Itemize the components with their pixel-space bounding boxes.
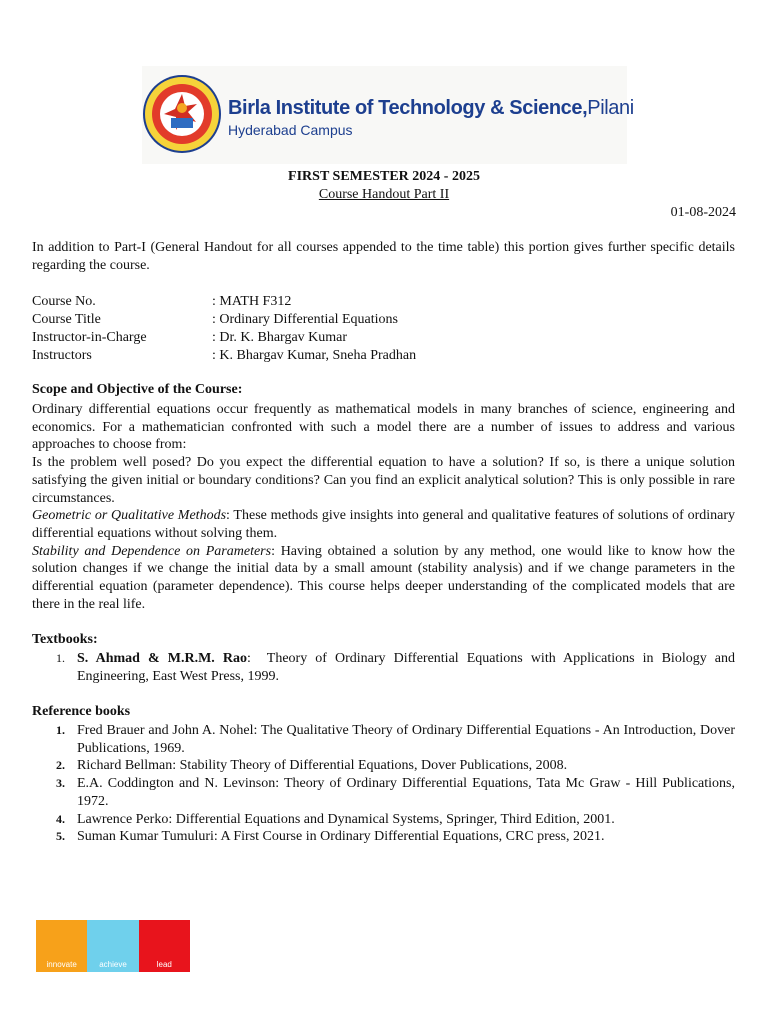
scope-section: [32, 401, 735, 613]
list-item: [32, 775, 735, 810]
item-number: 1.: [56, 723, 65, 737]
textbooks-list: [32, 650, 739, 685]
course-key: Course Title: [32, 312, 101, 327]
footer-badge: [36, 920, 190, 972]
scope-heading: Scope and Objective of the Course:: [32, 382, 243, 397]
item-text: Fred Brauer and John A. Nohel: The Qualitative Theory of Ordinary Differential Equations - An Introduction, Dover Publications, 1969.: [77, 723, 735, 756]
scope-term: Stability and Dependence on Parameters: [32, 543, 272, 559]
scope-paragraph: Stability and Dependence on Parameters: Having obtained a solution by any method, one would like to know how the solution changes if we change the initial data by a small amount (stability analysis) and if we change parameters in the differential equation (parameter dependence). This course helps deeper understanding of the complicated models that are there in the real life.: [32, 543, 735, 612]
course-row: [32, 293, 416, 311]
course-value: : K. Bhargav Kumar, Sneha Pradhan: [212, 348, 417, 363]
course-value: : Dr. K. Bhargav Kumar: [212, 330, 348, 345]
course-row: [32, 311, 416, 329]
course-row: [32, 347, 416, 365]
campus-name: Hyderabad Campus: [228, 122, 353, 138]
item-number: 1.: [56, 651, 65, 665]
course-value: : MATH F312: [212, 294, 292, 309]
bits-seal-icon: [142, 74, 222, 154]
list-item: [32, 828, 735, 846]
course-key: Instructor-in-Charge: [32, 330, 147, 345]
intro-paragraph: In addition to Part-I (General Handout for all courses appended to the time table) this portion gives further specific details regarding the course.: [32, 240, 735, 273]
item-number: 3.: [56, 776, 65, 791]
item-text: Suman Kumar Tumuluri: A First Course in Ordinary Differential Equations, CRC press, 2021.: [77, 829, 605, 845]
scope-paragraph: Geometric or Qualitative Methods: These methods give insights into general and qualitative features of solutions of ordinary differential equations without solving them.: [32, 508, 735, 541]
course-details: [32, 293, 416, 365]
institute-logo: [142, 66, 634, 164]
list-item: [32, 722, 735, 757]
badge-segment-innovate: innovate: [36, 920, 87, 972]
list-item: [32, 811, 735, 829]
item-text: S. Ahmad & M.R.M. Rao: Theory of Ordinary Differential Equations with Applications in Biology and Engineering, East West Press, 1999.: [77, 651, 739, 684]
item-text: Lawrence Perko: Differential Equations and Dynamical Systems, Springer, Third Edition, 2001.: [77, 811, 615, 827]
course-value: : Ordinary Differential Equations: [212, 312, 398, 327]
item-number: 5.: [56, 829, 65, 844]
handout-date: 01-08-2024: [670, 205, 736, 220]
textbooks-heading: Textbooks:: [32, 632, 98, 647]
scope-paragraph: Is the problem well posed? Do you expect the differential equation to have a solution? If so, is there a unique solution satisfying the given initial or boundary conditions? Can you find an explicit analytical solution? This is only possible in rare circumstances.: [32, 455, 735, 506]
course-key: Course No.: [32, 294, 96, 309]
semester-title: FIRST SEMESTER 2024 - 2025: [288, 169, 480, 184]
list-item: [32, 650, 739, 685]
badge-segment-achieve: achieve: [87, 920, 138, 972]
course-row: [32, 329, 416, 347]
item-number: 2.: [56, 758, 65, 773]
item-number: 4.: [56, 811, 65, 826]
references-list: [32, 722, 735, 846]
list-item: [32, 757, 735, 775]
institute-name: Birla Institute of Technology & Science,Pilani: [228, 97, 634, 119]
references-heading: Reference books: [32, 704, 131, 719]
handout-subtitle: Course Handout Part II: [318, 187, 450, 202]
scope-paragraph: Ordinary differential equations occur frequently as mathematical models in many branches of science, engineering and economics. For a mathematician confronted with such a model there are a number of issues to address and various approaches to choose from:: [32, 402, 735, 453]
scope-term: Geometric or Qualitative Methods: [32, 508, 227, 524]
item-text: Richard Bellman: Stability Theory of Differential Equations, Dover Publications, 2008.: [77, 758, 568, 774]
course-key: Instructors: [32, 348, 92, 363]
item-text: E.A. Coddington and N. Levinson: Theory of Ordinary Differential Equations, Tata Mc Graw - Hill Publications, 1972.: [77, 776, 735, 809]
badge-segment-lead: lead: [139, 920, 190, 972]
